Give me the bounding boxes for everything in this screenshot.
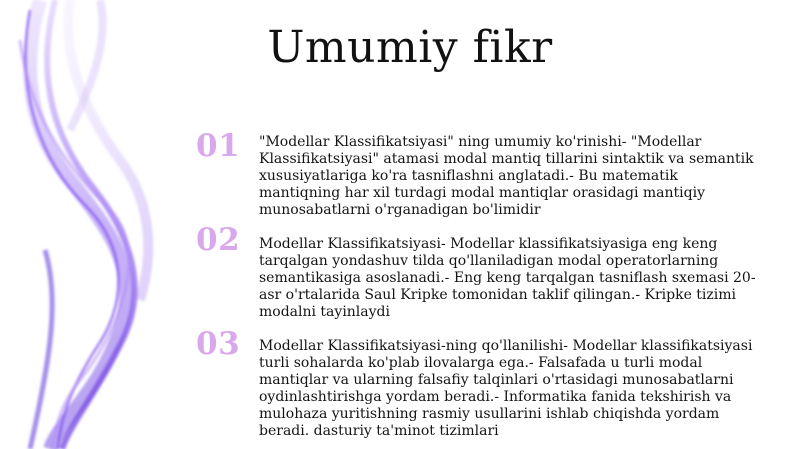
- item-number: 03: [196, 326, 241, 362]
- page-title: Umumiy fikr: [267, 22, 553, 73]
- item-number: 01: [196, 128, 241, 164]
- item-text: Modellar Klassifikatsiyasi-ning qo'llanilishi- Modellar klassifikatsiyasi turli sohalarda ko'plab ilovalarga ega.- Falsafada u turli modal mantiqlar va ularning falsafiy talqinlari o'rtasidagi munosabatlarni oydinlashtirishga yordam beradi.- Informatika fanida tekshirish va mulohaza yuritishning rasmiy usullarini ishlab chiqishda yordam beradi. dasturiy ta'minot tizimlari: [259, 338, 753, 439]
- decorative-smoke-ribbon: [0, 0, 200, 449]
- item-text: "Modellar Klassifikatsiyasi" ning umumiy ko'rinishi- "Modellar Klassifikatsiyasi" atamasi modal mantiq tillarini sintaktik va semantik xususiyatlariga ko'ra tasniflashni anglatadi.- Bu matematik mantiqning har xil turdagi modal mantiqlar orasidagi mantiqiy munosabatlarni o'rganadigan bo'limidir: [259, 134, 754, 218]
- item-text: Modellar Klassifikatsiyasi- Modellar klassifikatsiyasiga eng keng tarqalgan yondashuv tilda qo'llaniladigan modal operatorlarning semantikasiga asoslanadi.- Eng keng tarqalgan tasniflash sxemasi 20-asr o'rtalarida Saul Kripke tomonidan taklif qilingan.- Kripke tizimi modalni tayinlaydi: [259, 236, 756, 320]
- item-number: 02: [196, 222, 241, 258]
